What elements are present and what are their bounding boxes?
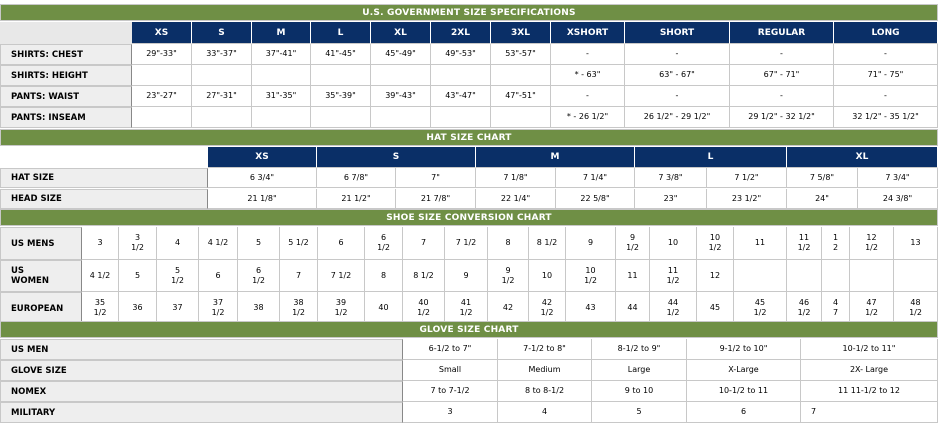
- glove-cell: X-Large: [687, 360, 801, 381]
- gov-header-m: M: [252, 22, 311, 44]
- shoe-cell: 5: [119, 260, 157, 292]
- shoe-cell: 10 1/2: [566, 260, 616, 292]
- shoe-cell: 37: [157, 292, 199, 325]
- shoe-cell: 5 1/2: [157, 260, 199, 292]
- glove-cell: 7 to 7-1/2: [403, 381, 498, 402]
- hat-cell: 24": [787, 189, 858, 209]
- hat-cell: 6 3/4": [208, 168, 317, 188]
- hat-header-corner: [0, 147, 208, 168]
- gov-header-xshort: XSHORT: [551, 22, 625, 44]
- gov-cell: 47"-51": [491, 86, 551, 107]
- gov-cell: [371, 65, 431, 86]
- shoe-cell: 11 1/2: [650, 260, 697, 292]
- gov-cell: [192, 107, 252, 128]
- shoe-cell: 4 1/2: [199, 227, 238, 260]
- shoe-cell: 40: [365, 292, 403, 325]
- shoe-cell: 36: [119, 292, 157, 325]
- gov-section-title: U.S. GOVERNMENT SIZE SPECIFICATIONS: [0, 4, 938, 21]
- shoe-row-label: US WOMEN: [0, 260, 82, 292]
- shoe-cell: 45: [697, 292, 734, 325]
- shoe-cell: 12 1/2: [850, 227, 894, 260]
- shoe-row-label: US MENS: [0, 227, 82, 260]
- shoe-cell: 38 1/2: [280, 292, 318, 325]
- hat-cell: 7": [396, 168, 476, 188]
- hat-cell: 24 3/8": [858, 189, 938, 209]
- gov-header-short: SHORT: [625, 22, 730, 44]
- shoe-cell: 44 1/2: [650, 292, 697, 325]
- glove-cell: 6-1/2 to 7": [403, 339, 498, 360]
- gov-cell: 67" - 71": [730, 65, 834, 86]
- shoe-cell: 13: [894, 227, 938, 260]
- gov-cell: 35"-39": [311, 86, 371, 107]
- shoe-cell: 10: [529, 260, 566, 292]
- hat-cell: 23 1/2": [707, 189, 787, 209]
- gov-cell: 33"-37": [192, 44, 252, 65]
- shoe-cell: 4: [157, 227, 199, 260]
- shoe-cell: 35 1/2: [82, 292, 119, 325]
- glove-cell: Medium: [498, 360, 592, 381]
- gov-cell: 26 1/2" - 29 1/2": [625, 107, 730, 128]
- gov-cell: 31"-35": [252, 86, 311, 107]
- shoe-cell: 9 1/2: [488, 260, 529, 292]
- gov-cell: [491, 65, 551, 86]
- gov-cell: [192, 65, 252, 86]
- hat-cell: 7 1/2": [707, 168, 787, 188]
- shoe-cell: 45 1/2: [734, 292, 787, 325]
- shoe-cell: 11 1/2: [787, 227, 822, 260]
- glove-cell: Large: [592, 360, 687, 381]
- shoe-cell: 10: [650, 227, 697, 260]
- shoe-cell: 8 1/2: [529, 227, 566, 260]
- hat-cell: 21 7/8": [396, 189, 476, 209]
- glove-cell: 8 to 8-1/2: [498, 381, 592, 402]
- hat-cell: 6 7/8": [317, 168, 396, 188]
- gov-cell: 49"-53": [431, 44, 491, 65]
- gov-row-label: PANTS: WAIST: [0, 86, 132, 107]
- hat-header-l: L: [635, 147, 787, 168]
- hat-cell: 7 3/8": [635, 168, 707, 188]
- gov-cell: -: [834, 44, 938, 65]
- gov-header-corner: [0, 22, 132, 44]
- gov-cell: [431, 107, 491, 128]
- shoe-cell: 37 1/2: [199, 292, 238, 325]
- shoe-cell: 7 1/2: [445, 227, 488, 260]
- shoe-cell: 3: [82, 227, 119, 260]
- hat-cell: 22 5/8": [556, 189, 635, 209]
- gov-cell: 41"-45": [311, 44, 371, 65]
- gov-cell: 29"-33": [132, 44, 192, 65]
- glove-cell: 10-1/2 to 11: [687, 381, 801, 402]
- shoe-cell: 4 1/2: [82, 260, 119, 292]
- shoe-cell: 8: [365, 260, 403, 292]
- hat-row-label: HEAD SIZE: [0, 189, 208, 209]
- glove-section-title: GLOVE SIZE CHART: [0, 321, 938, 338]
- gov-header-3xl: 3XL: [491, 22, 551, 44]
- shoe-cell: 6 1/2: [238, 260, 280, 292]
- gov-row-label: PANTS: INSEAM: [0, 107, 132, 128]
- gov-cell: -: [625, 86, 730, 107]
- hat-cell: 7 3/4": [858, 168, 938, 188]
- gov-cell: -: [834, 86, 938, 107]
- shoe-cell: 43: [566, 292, 616, 325]
- gov-header-regular: REGULAR: [730, 22, 834, 44]
- shoe-cell: 6: [199, 260, 238, 292]
- glove-cell: 8-1/2 to 9": [592, 339, 687, 360]
- hat-header-xs: XS: [208, 147, 317, 168]
- gov-cell: -: [730, 44, 834, 65]
- gov-cell: [311, 65, 371, 86]
- shoe-cell: 9 1/2: [616, 227, 650, 260]
- shoe-cell: [894, 260, 938, 292]
- gov-header-xl: XL: [371, 22, 431, 44]
- gov-cell: 53"-57": [491, 44, 551, 65]
- gov-cell: 39"-43": [371, 86, 431, 107]
- shoe-row-label: EUROPEAN: [0, 292, 82, 325]
- shoe-cell: 48 1/2: [894, 292, 938, 325]
- shoe-cell: [734, 260, 787, 292]
- shoe-cell: 47 1/2: [850, 292, 894, 325]
- shoe-cell: 8 1/2: [403, 260, 445, 292]
- glove-cell: Small: [403, 360, 498, 381]
- hat-cell: 21 1/2": [317, 189, 396, 209]
- shoe-cell: 12: [697, 260, 734, 292]
- glove-cell: 6: [687, 402, 801, 423]
- gov-cell: [252, 65, 311, 86]
- glove-cell: 3: [403, 402, 498, 423]
- gov-cell: -: [551, 44, 625, 65]
- gov-cell: [431, 65, 491, 86]
- shoe-cell: 3 1/2: [119, 227, 157, 260]
- hat-cell: 7 1/4": [556, 168, 635, 188]
- gov-cell: * - 26 1/2": [551, 107, 625, 128]
- hat-header-s: S: [317, 147, 476, 168]
- gov-cell: 29 1/2" - 32 1/2": [730, 107, 834, 128]
- hat-cell: 22 1/4": [476, 189, 556, 209]
- glove-row-label: US MEN: [0, 339, 403, 360]
- glove-cell: 7: [801, 402, 938, 423]
- shoe-section-title: SHOE SIZE CONVERSION CHART: [0, 209, 938, 226]
- shoe-cell: 11: [734, 227, 787, 260]
- gov-cell: 63" - 67": [625, 65, 730, 86]
- glove-cell: 9-1/2 to 10": [687, 339, 801, 360]
- hat-header-m: M: [476, 147, 635, 168]
- gov-cell: 23"-27": [132, 86, 192, 107]
- gov-cell: 45"-49": [371, 44, 431, 65]
- glove-cell: 4: [498, 402, 592, 423]
- shoe-cell: 9: [445, 260, 488, 292]
- shoe-cell: 10 1/2: [697, 227, 734, 260]
- gov-header-l: L: [311, 22, 371, 44]
- glove-cell: 10-1/2 to 11": [801, 339, 938, 360]
- glove-cell: 5: [592, 402, 687, 423]
- shoe-cell: 8: [488, 227, 529, 260]
- gov-cell: [252, 107, 311, 128]
- shoe-cell: 1 2: [822, 227, 850, 260]
- hat-cell: 23": [635, 189, 707, 209]
- shoe-cell: 6: [318, 227, 365, 260]
- gov-header-2xl: 2XL: [431, 22, 491, 44]
- shoe-cell: 7 1/2: [318, 260, 365, 292]
- gov-cell: * - 63": [551, 65, 625, 86]
- gov-cell: 37"-41": [252, 44, 311, 65]
- shoe-cell: 5: [238, 227, 280, 260]
- gov-header-long: LONG: [834, 22, 938, 44]
- gov-cell: 32 1/2" - 35 1/2": [834, 107, 938, 128]
- shoe-cell: 41 1/2: [445, 292, 488, 325]
- shoe-cell: 46 1/2: [787, 292, 822, 325]
- gov-cell: 27"-31": [192, 86, 252, 107]
- shoe-cell: 4 7: [822, 292, 850, 325]
- glove-cell: 7-1/2 to 8": [498, 339, 592, 360]
- glove-row-label: MILITARY: [0, 402, 403, 423]
- shoe-cell: [850, 260, 894, 292]
- shoe-cell: 5 1/2: [280, 227, 318, 260]
- gov-row-label: SHIRTS: CHEST: [0, 44, 132, 65]
- gov-cell: 43"-47": [431, 86, 491, 107]
- gov-cell: -: [625, 44, 730, 65]
- glove-cell: 2X- Large: [801, 360, 938, 381]
- hat-cell: 7 1/8": [476, 168, 556, 188]
- gov-row-label: SHIRTS: HEIGHT: [0, 65, 132, 86]
- gov-cell: 71" - 75": [834, 65, 938, 86]
- shoe-cell: [822, 260, 850, 292]
- shoe-cell: 44: [616, 292, 650, 325]
- shoe-cell: 38: [238, 292, 280, 325]
- gov-cell: [371, 107, 431, 128]
- glove-row-label: GLOVE SIZE: [0, 360, 403, 381]
- gov-cell: -: [551, 86, 625, 107]
- gov-header-s: S: [192, 22, 252, 44]
- shoe-cell: [787, 260, 822, 292]
- shoe-cell: 11: [616, 260, 650, 292]
- shoe-cell: 42: [488, 292, 529, 325]
- hat-row-label: HAT SIZE: [0, 168, 208, 188]
- shoe-cell: 42 1/2: [529, 292, 566, 325]
- gov-cell: -: [730, 86, 834, 107]
- shoe-cell: 9: [566, 227, 616, 260]
- hat-cell: 21 1/8": [208, 189, 317, 209]
- hat-cell: 7 5/8": [787, 168, 858, 188]
- glove-cell: 9 to 10: [592, 381, 687, 402]
- shoe-cell: 6 1/2: [365, 227, 403, 260]
- glove-row-label: NOMEX: [0, 381, 403, 402]
- shoe-cell: 7: [280, 260, 318, 292]
- hat-header-xl: XL: [787, 147, 938, 168]
- shoe-cell: 39 1/2: [318, 292, 365, 325]
- shoe-cell: 40 1/2: [403, 292, 445, 325]
- gov-cell: [311, 107, 371, 128]
- gov-cell: [491, 107, 551, 128]
- glove-cell: 11 11-1/2 to 12: [801, 381, 938, 402]
- hat-section-title: HAT SIZE CHART: [0, 129, 938, 146]
- gov-header-xs: XS: [132, 22, 192, 44]
- gov-cell: [132, 65, 192, 86]
- gov-cell: [132, 107, 192, 128]
- shoe-cell: 7: [403, 227, 445, 260]
